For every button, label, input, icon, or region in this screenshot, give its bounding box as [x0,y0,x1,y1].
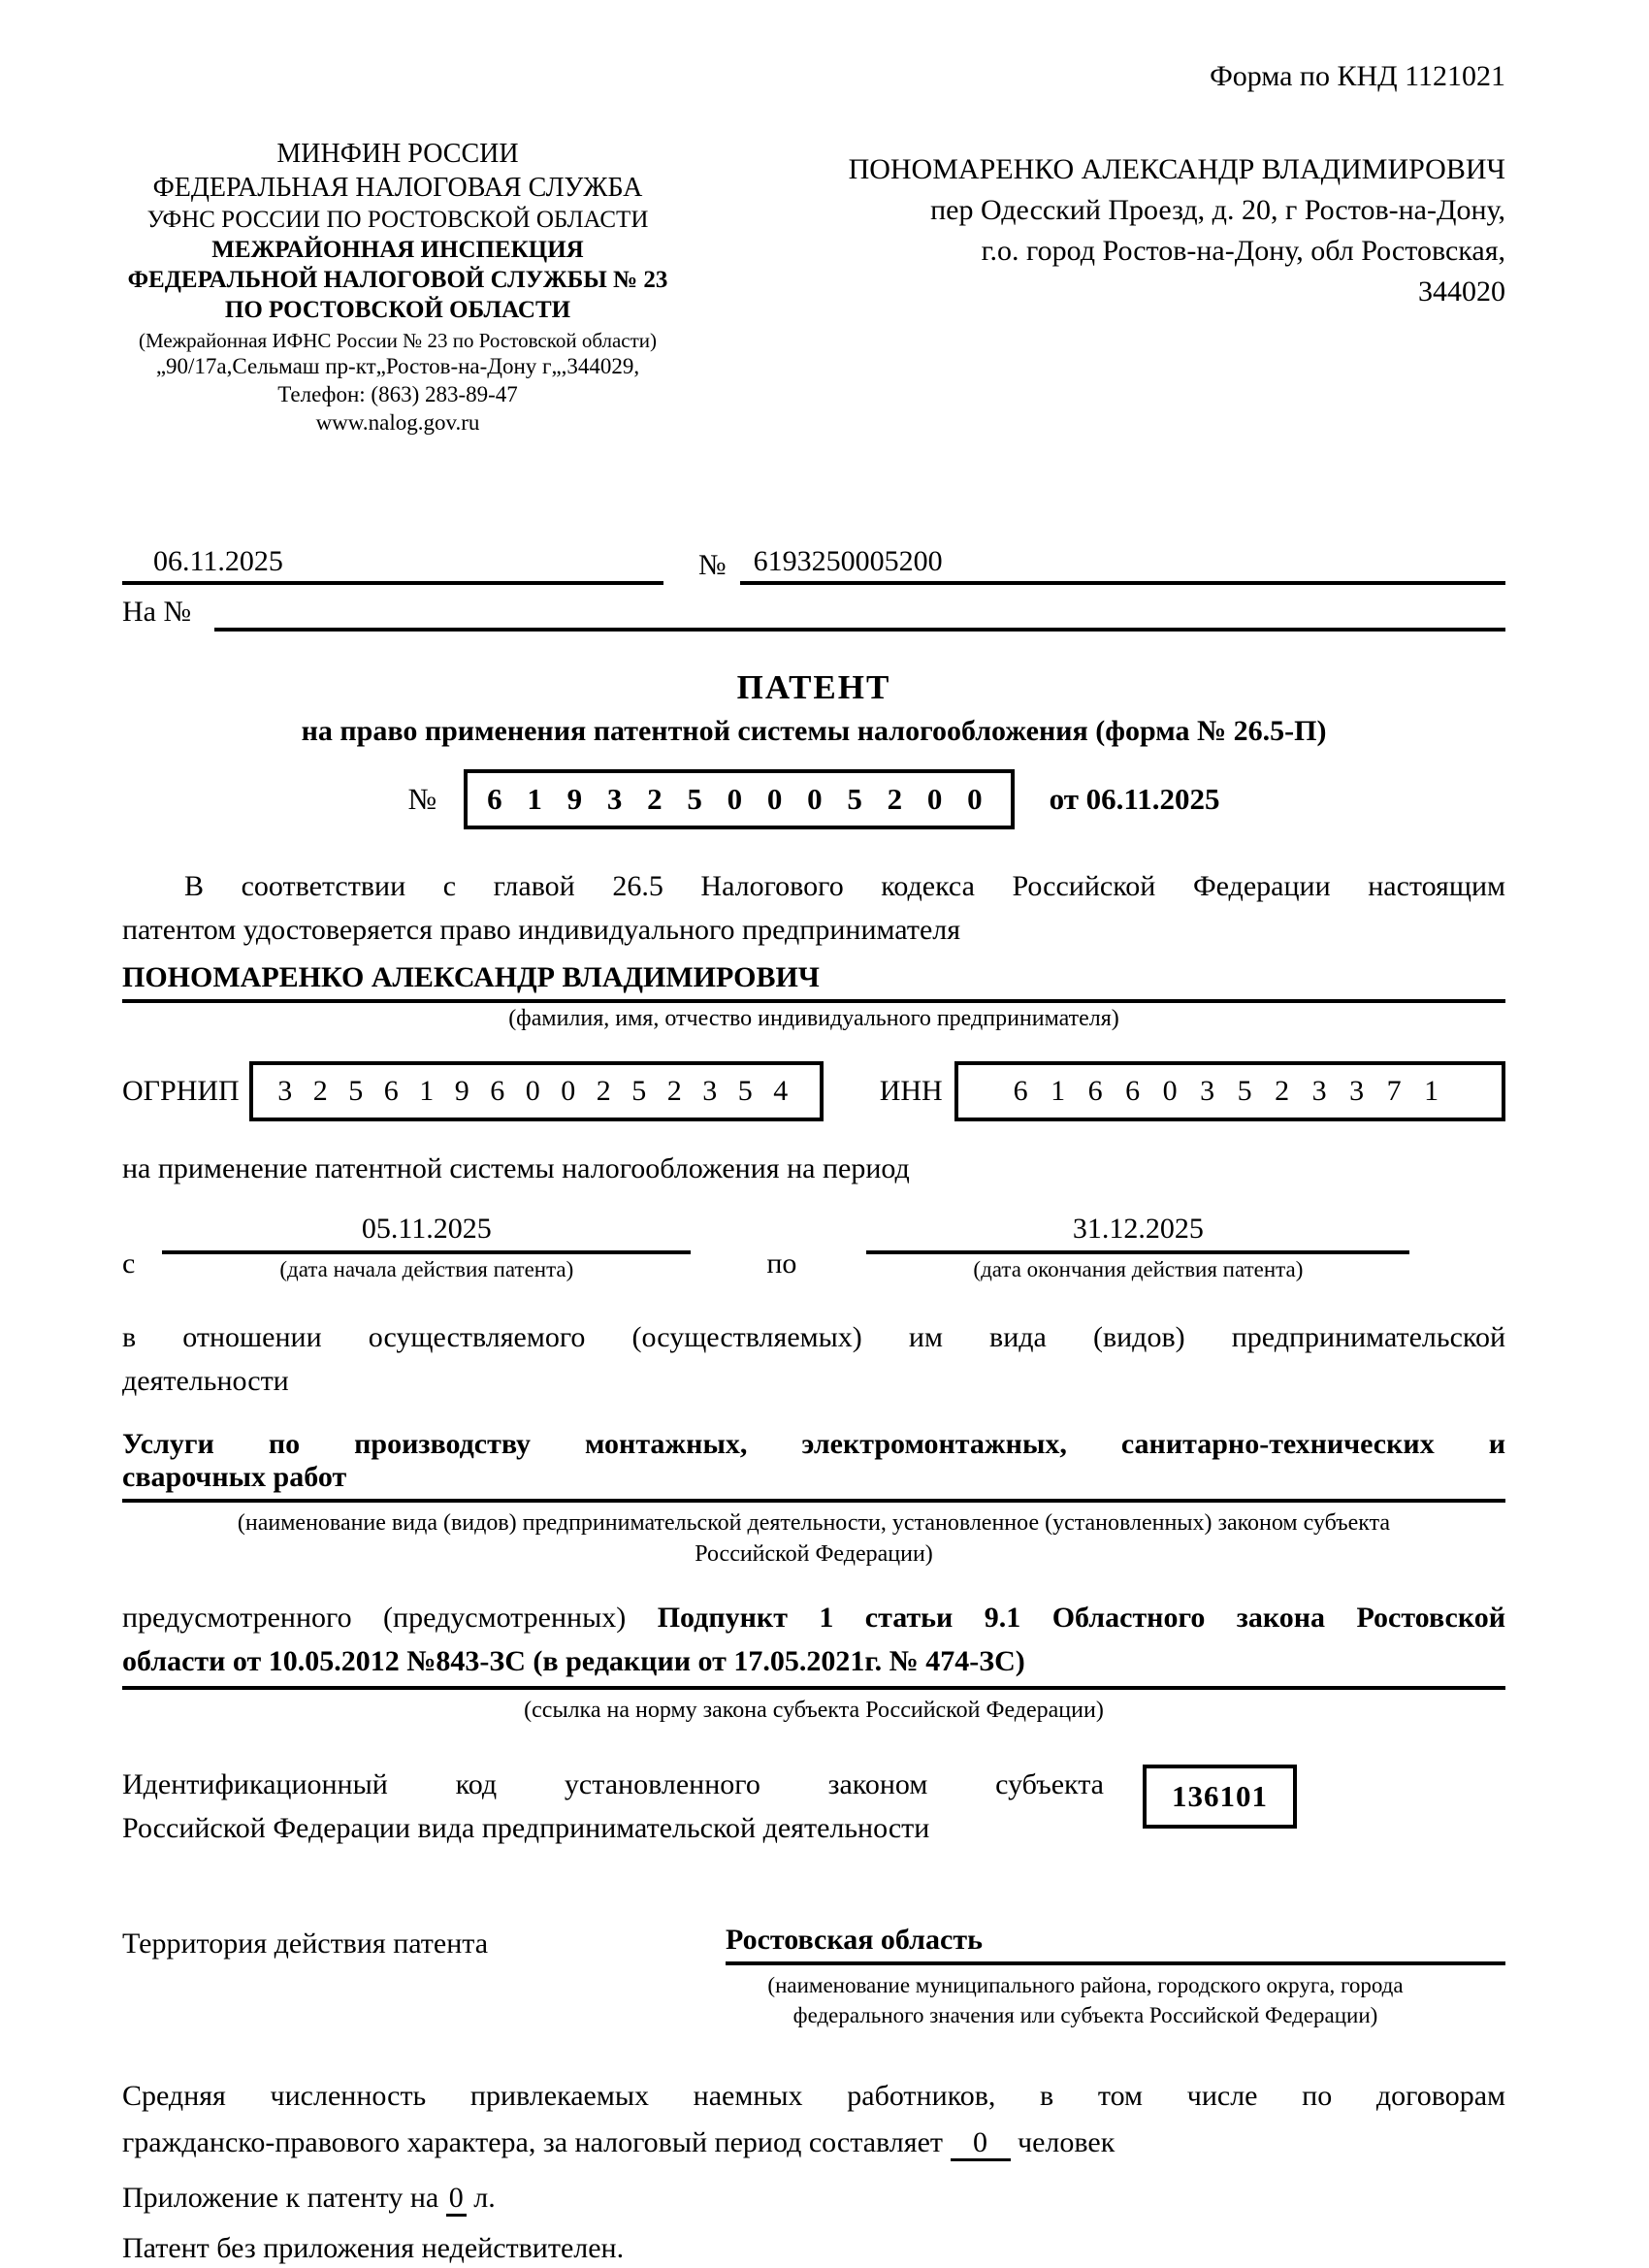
law-prefix: предусмотренного (предусмотренных) [122,1601,627,1634]
activity-name-block [122,1428,1505,1503]
recipient-block [826,138,1505,437]
workers-line-2-text: гражданско-правового характера, за налоговый период составляет [122,2125,944,2158]
intro-paragraph [122,864,1505,952]
territory-caption [665,1970,1505,2030]
reference-row [122,545,1505,585]
workers-line-1: Средняя численность привлекаемых наемных работников, в том числе по договорам [122,2079,1505,2112]
law-subitem: Подпункт 1 статьи 9.1 Областного закона Ростовской [657,1601,1505,1634]
recipient-address-line1: пер Одесский Проезд, д. 20, г Ростов-на-Дону, [930,194,1505,226]
document-number-group [663,545,1505,585]
intro-line-1: В соответствии с главой 26.5 Налогового кодекса Российской Федерации настоящим [184,870,1505,903]
workers-count: 0 [951,2126,1011,2161]
document-subtitle: на право применения патентной системы налогообложения (форма № 26.5-П) [301,715,1327,748]
activity-intro-line-2: деятельности [122,1365,289,1398]
activity-name-line-1: Услуги по производству монтажных, электромонтажных, санитарно-технических и [122,1428,1505,1461]
ogrnip-value-box: 3 2 5 6 1 9 6 0 0 2 5 2 3 5 4 [249,1061,824,1121]
registration-codes-row [122,1061,1505,1121]
law-reference-block [122,1596,1505,1728]
ogrnip-label: ОГРНИП [122,1075,240,1108]
recipient-postcode: 344020 [1418,275,1505,308]
patent-number-sign: № [407,782,437,817]
attachment-text: Приложение к патенту на [122,2181,439,2214]
document-header [122,138,1505,437]
entrepreneur-name-caption: (фамилия, имя, отчество индивидуального предпринимателя) [508,1006,1119,1032]
intro-line-2: патентом удостоверяется право индивидуального предпринимателя [122,914,961,947]
issuer-phone: Телефон: (863) 283-89-47 [277,381,518,406]
activity-intro [122,1315,1505,1403]
document-title: ПАТЕНТ [736,668,891,707]
law-line-1 [122,1596,1505,1639]
attachment-suffix: л. [473,2181,496,2214]
issuer-website: www.nalog.gov.ru [315,409,480,435]
law-line-2: области от 10.05.2012 №843-ЗС (в редакции от 17.05.2021г. № 474-ЗС) [122,1639,1505,1690]
attachment-line [122,2182,1505,2215]
issuer-address: „90/17а,Сельмаш пр-кт„Ростов-на-Дону г„,344029, [155,354,640,379]
period-intro: на применение патентной системы налогообложения на период [122,1152,910,1185]
law-caption: (ссылка на норму закона субъекта Российской Федерации) [524,1697,1104,1723]
identification-code-text [122,1763,1104,1850]
in-reply-to-label: На № [122,596,192,629]
period-start-caption: (дата начала действия патента) [279,1257,574,1282]
workers-paragraph [122,2073,1505,2166]
form-code: Форма по КНД 1121021 [1210,60,1505,92]
document-date: 06.11.2025 [122,545,663,585]
issuer-line-fns: ФЕДЕРАЛЬНАЯ НАЛОГОВАЯ СЛУЖБА [152,172,643,203]
identification-code-row [122,1763,1505,1850]
territory-label: Территория действия патента [122,1927,489,1960]
period-row [122,1213,1505,1282]
patent-number-row [122,769,1505,829]
period-to-cell [866,1213,1409,1282]
entrepreneur-name: ПОНОМАРЕНКО АЛЕКСАНДР ВЛАДИМИРОВИЧ [122,961,1505,1003]
number-sign-label: № [698,549,727,582]
period-from-label: с [122,1247,136,1280]
idcode-text-line-2: Российской Федерации вида предпринимательской деятельности [122,1811,930,1844]
workers-suffix: человек [1018,2125,1116,2158]
activity-caption [122,1507,1505,1571]
territory-value: Ростовская область [726,1924,1505,1965]
workers-line-2 [122,2120,1505,2166]
inn-label: ИНН [879,1075,943,1108]
period-end-date: 31.12.2025 [866,1213,1409,1254]
identification-code-box: 136101 [1143,1765,1297,1829]
activity-intro-line-1: в отношении осуществляемого (осуществляемых) им вида (видов) предпринимательской [122,1321,1505,1354]
period-from-cell [162,1213,691,1282]
issuer-line-inspection: МЕЖРАЙОННАЯ ИНСПЕКЦИЯ ФЕДЕРАЛЬНОЙ НАЛОГОВОЙ СЛУЖБЫ № 23 ПО РОСТОВСКОЙ ОБЛАСТИ [127,237,668,324]
recipient-address-line2: г.о. город Ростов-на-Дону, обл Ростовская, [981,235,1505,267]
period-end-caption: (дата окончания действия патента) [973,1257,1304,1282]
issuer-block [122,138,673,437]
idcode-text-line-1: Идентификационный код установленного законом субъекта [122,1767,1104,1800]
recipient-name: ПОНОМАРЕНКО АЛЕКСАНДР ВЛАДИМИРОВИЧ [848,153,1505,185]
patent-issue-date: от 06.11.2025 [1049,782,1220,817]
issuer-line-ufns: УФНС РОССИИ ПО РОСТОВСКОЙ ОБЛАСТИ [146,207,649,234]
activity-caption-line-1: (наименование вида (видов) предпринимательской деятельности, установленное (установленных) законом субъекта [237,1510,1391,1537]
in-reply-to-blank-line [214,593,1505,632]
attachment-pages-count: 0 [446,2182,467,2217]
activity-name-line-2: сварочных работ [122,1461,1505,1503]
issuer-line-minfin: МИНФИН РОССИИ [276,139,519,169]
inn-value-box: 6 1 6 6 0 3 5 2 3 3 7 1 [954,1061,1505,1121]
in-reply-to-row [122,593,1505,632]
period-to-label: по [766,1247,797,1280]
territory-caption-line-1: (наименование муниципального района, городского округа, города [767,1972,1404,1997]
territory-row [122,1924,1505,1965]
territory-caption-line-2: федерального значения или субъекта Российской Федерации) [792,2002,1378,2027]
document-number: 6193250005200 [740,545,1505,585]
activity-caption-line-2: Российской Федерации) [695,1541,933,1568]
issuer-line-ifns-note: (Межрайонная ИФНС России № 23 по Ростовской области) [138,329,658,353]
patent-number-box: 6 1 9 3 2 5 0 0 0 5 2 0 0 [464,769,1015,829]
period-start-date: 05.11.2025 [162,1213,691,1254]
footer-note: Патент без приложения недействителен. [122,2231,625,2264]
